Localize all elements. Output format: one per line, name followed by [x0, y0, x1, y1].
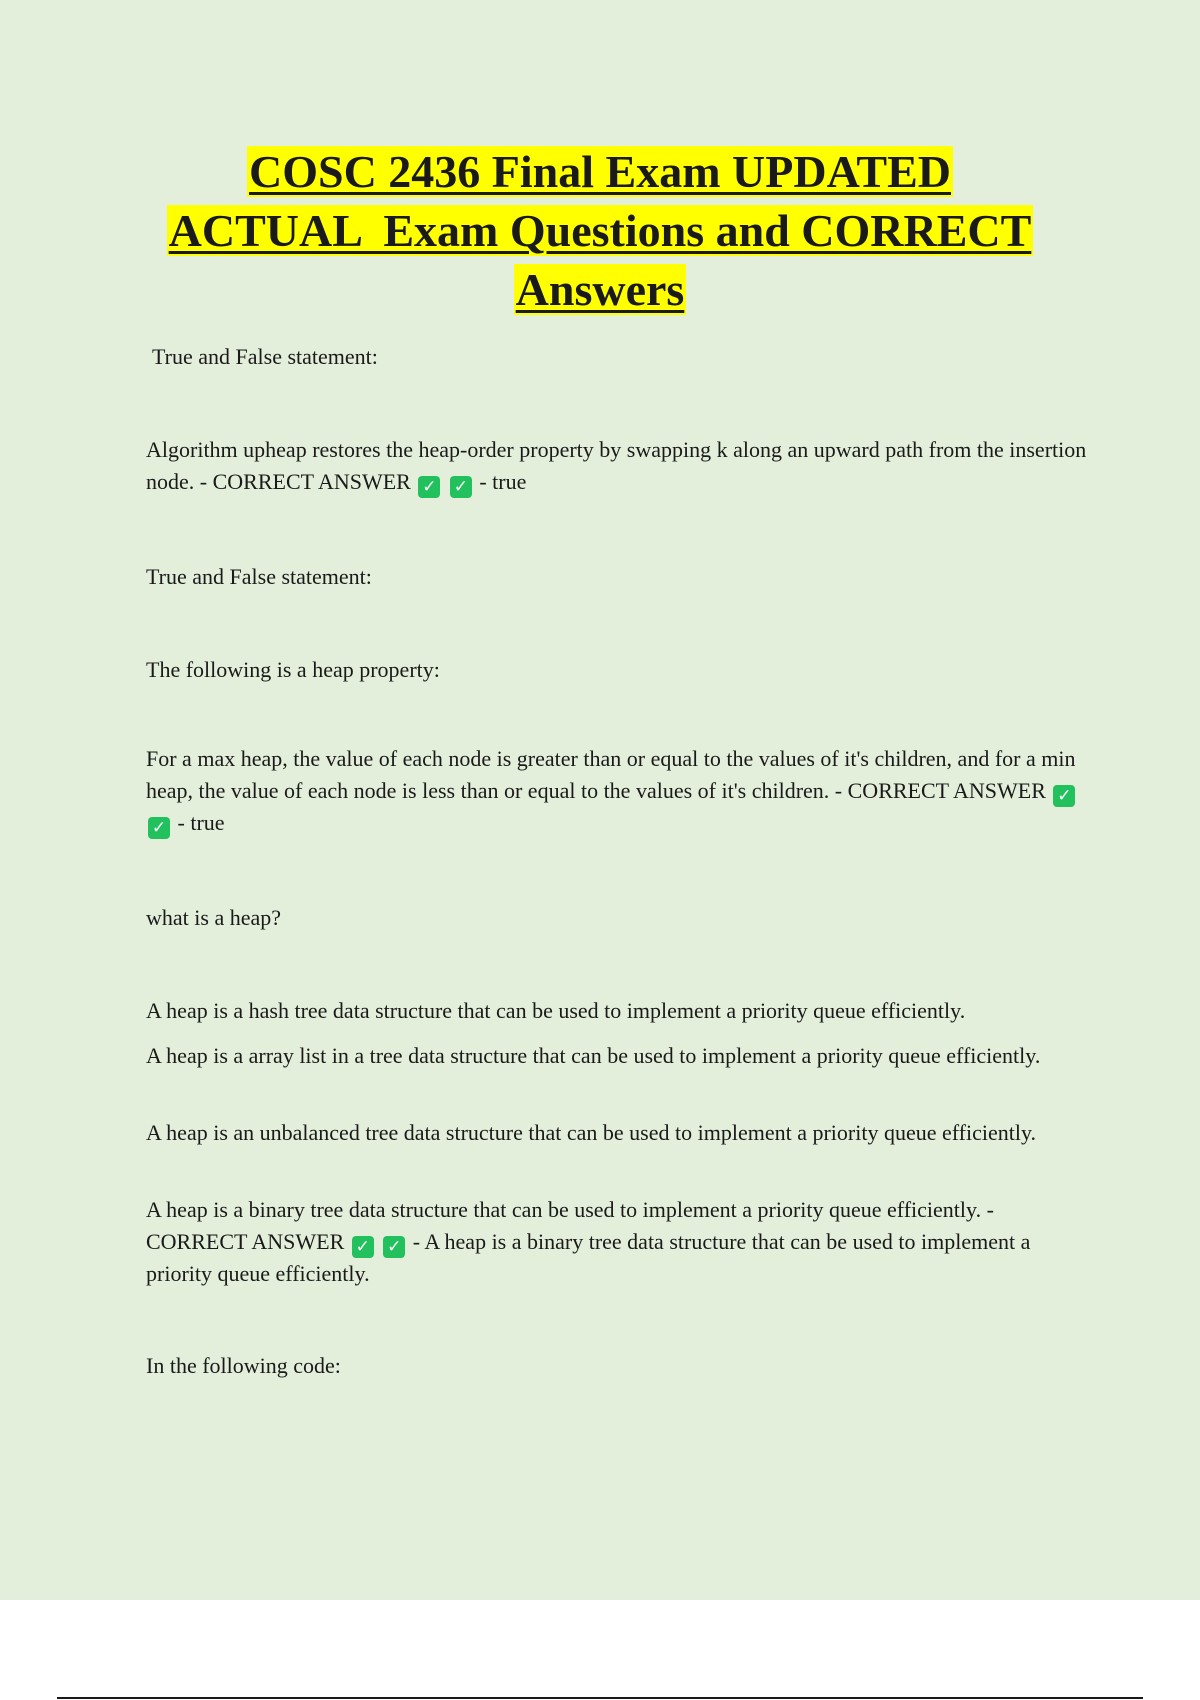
question-prompt: The following is a heap property:: [146, 657, 440, 682]
check-mark-icon: ✓: [418, 476, 440, 498]
check-mark-icon: ✓: [352, 1236, 374, 1258]
answer-text: - true: [177, 810, 225, 835]
title-line-2: ACTUAL Exam Questions and CORRECT: [168, 205, 1032, 256]
answer-option: A heap is a hash tree data structure that can be used to implement a priority queue efficiently.: [146, 998, 966, 1023]
answer-text: - true: [479, 469, 527, 494]
answer-option: A heap is a array list in a tree data structure that can be used to implement a priority queue efficiently.: [146, 1043, 1041, 1068]
question-with-answer: Algorithm upheap restores the heap-order property by swapping k along an upward path from the insertion node. - CORRECT ANSWER ✓ ✓ - true: [146, 437, 1087, 497]
title-line-3: Answers: [515, 264, 685, 315]
answer-text: - A heap is a binary tree data structure that can be used to implement a priority queue efficiently.: [146, 1229, 1031, 1286]
question-prompt: In the following code:: [146, 1353, 341, 1378]
answer-option: A heap is an unbalanced tree data structure that can be used to implement a priority queue efficiently.: [146, 1120, 1037, 1145]
question-with-answer: For a max heap, the value of each node is greater than or equal to the values of it's children, and for a min heap, the value of each node is less than or equal to the values of it's children. - CORRECT ANSWER ✓ ✓ - true: [146, 746, 1076, 838]
document-title: [100, 142, 1100, 319]
check-mark-icon: ✓: [1053, 785, 1075, 807]
question-prompt: True and False statement:: [152, 344, 378, 369]
check-mark-icon: ✓: [148, 817, 170, 839]
question-with-answer: A heap is a binary tree data structure that can be used to implement a priority queue efficiently. - CORRECT ANSWER ✓ ✓ - A heap is a binary tree data structure that can be used to implement a priority queue efficiently.: [146, 1197, 1031, 1286]
question-prompt: what is a heap?: [146, 905, 281, 930]
check-mark-icon: ✓: [450, 476, 472, 498]
footer-divider: [57, 1697, 1143, 1699]
title-line-1: COSC 2436 Final Exam UPDATED: [249, 146, 951, 197]
question-prompt: True and False statement:: [146, 564, 372, 589]
check-mark-icon: ✓: [383, 1236, 405, 1258]
